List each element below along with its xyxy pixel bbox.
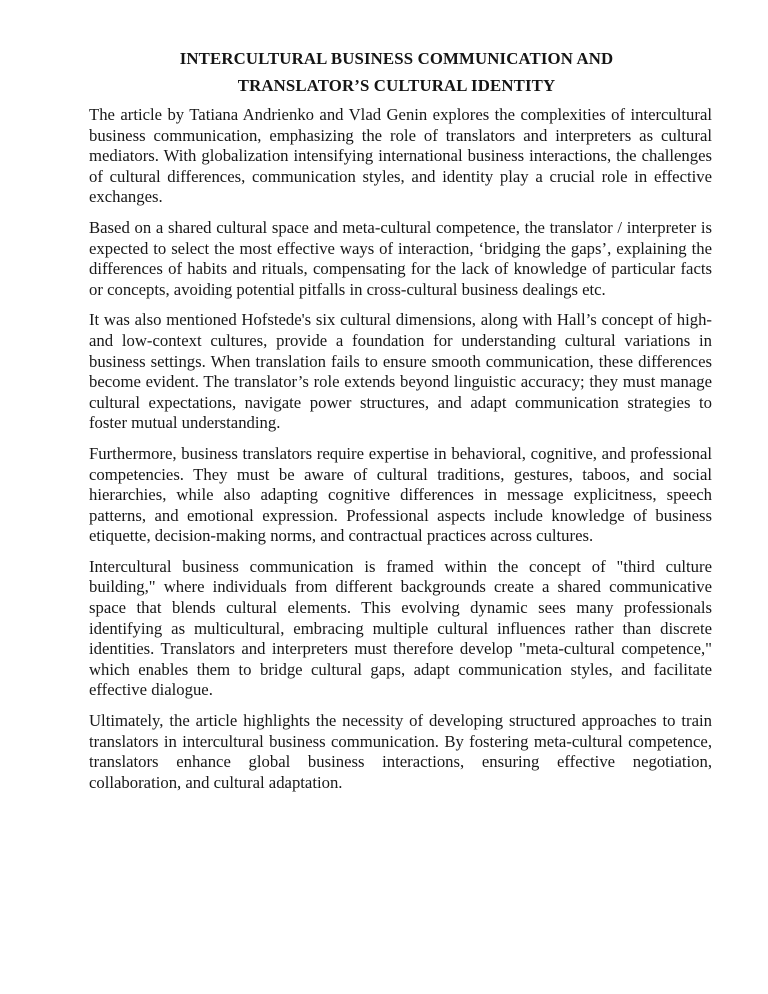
body-paragraph: Intercultural business communication is framed within the concept of "third culture building," where individuals from different backgrounds create a shared communicative space that blends cultural elements. This evolving dynamic sees many professionals identifying as multicultural, embracing multiple cultural influences rather than discrete identities. Translators and interpreters must therefore develop "meta-cultural competence," which enables them to bridge cultural gaps, adapt communication styles, and facilitate effective dialogue.	[89, 556, 712, 700]
body-paragraph: Ultimately, the article highlights the necessity of developing structured approaches to train translators in intercultural business communication. By fostering meta-cultural competence, translators enhance global business interactions, ensuring effective negotiation, collaboration, and cultural adaptation.	[89, 711, 712, 792]
document-body	[89, 105, 712, 793]
body-paragraph: The article by Tatiana Andrienko and Vlad Genin explores the complexities of intercultural business communication, emphasizing the role of translators and interpreters as cultural mediators. With globalization intensifying international business interactions, the challenges of cultural differences, communication styles, and identity play a crucial role in effective exchanges.	[89, 105, 712, 207]
page-title-line-1: INTERCULTURAL BUSINESS COMMUNICATION AND	[179, 49, 614, 68]
body-paragraph: It was also mentioned Hofstede's six cultural dimensions, along with Hall’s concept of high- and low-context cultures, provide a foundation for understanding cultural variations in business settings. When translation fails to ensure smooth communication, these differences become evident. The translator’s role extends beyond linguistic accuracy; they must manage cultural expectations, navigate power structures, and adapt communication strategies to foster mutual understanding.	[89, 310, 712, 433]
body-paragraph: Furthermore, business translators require expertise in behavioral, cognitive, and professional competencies. They must be aware of cultural traditions, gestures, taboos, and social hierarchies, while also adapting cognitive differences in message explicitness, speech patterns, and emotional expression. Professional aspects include knowledge of business etiquette, decision-making norms, and contractual practices across cultures.	[89, 443, 712, 546]
page-title	[89, 45, 712, 99]
page-title-line-2: TRANSLATOR’S CULTURAL IDENTITY	[237, 76, 556, 95]
body-paragraph: Based on a shared cultural space and meta-cultural competence, the translator / interpreter is expected to select the most effective ways of interaction, ‘bridging the gaps’, explaining the differences of habits and rituals, compensating for the lack of knowledge of particular facts or concepts, avoiding potential pitfalls in cross-cultural business dealings etc.	[89, 217, 712, 299]
